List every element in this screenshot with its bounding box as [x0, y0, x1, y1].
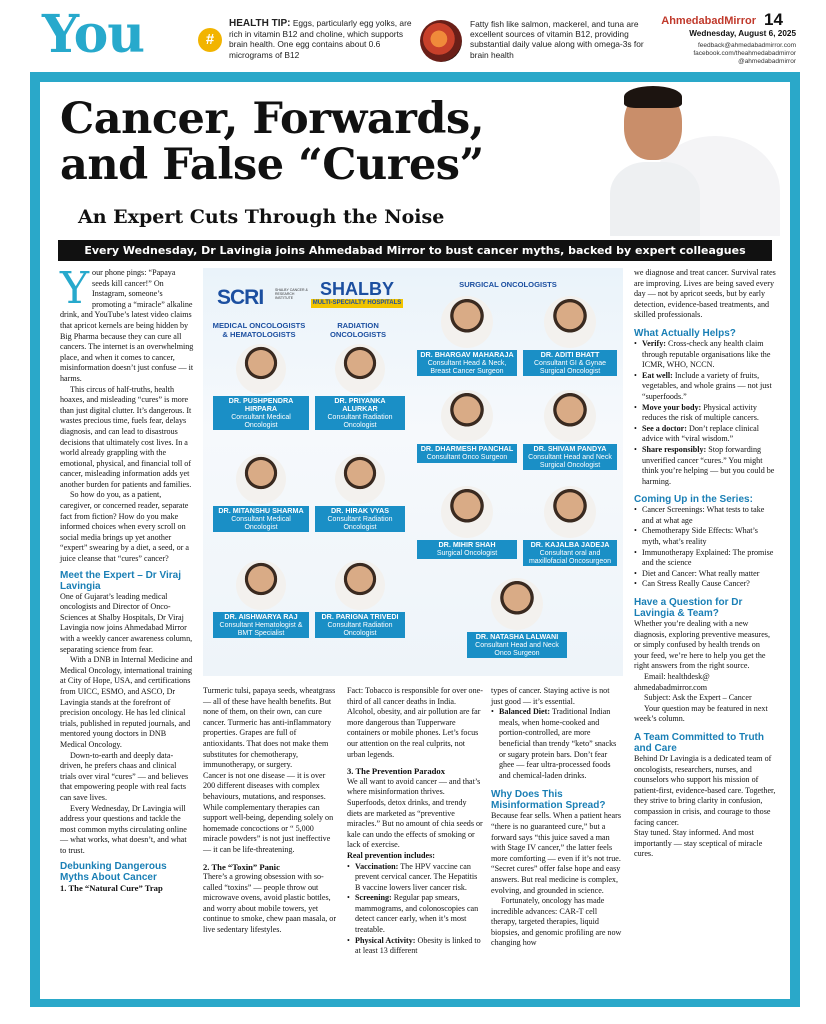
list-item: • Move your body: Physical activity reduces the risk of multiple cancers. [634, 403, 776, 424]
doctor-photo [491, 578, 543, 630]
subheading-prevention: 3. The Prevention Paradox [347, 766, 446, 777]
doctor-role: Consultant oral and maxillofacial Oncosurgeon [523, 550, 617, 566]
list-item: • Immunotherapy Explained: The promise and the science [634, 548, 776, 569]
natural-cure-text-2: Cancer is not one disease — it is over 200 different diseases with complex behaviours, mutations, and responses. While complementary therapies can support well-being, depending solely on homemade concoctions or “ 5,000 miracle powders” is not just ineffective — it can be life-threatening. [203, 770, 334, 854]
natural-cure-text-1: Turmeric tulsi, papaya seeds, wheatgrass — all of these have health benefits. But none of them, on their own, can cure cancer. Turmeric has anti-inflammatory properties. Grapes are full of antioxidants. That does not make them substitutes for chemotherapy, immunotherapy, or surgery. [203, 686, 336, 770]
email-contact: feedback@ahmedabadmirror.com [697, 42, 796, 49]
heading-medical: MEDICAL ONCOLOGISTS & HEMATOLOGISTS [212, 321, 306, 339]
doctor-role: Consultant Radiation Oncologist [315, 516, 405, 532]
doctor-photo [236, 560, 286, 610]
doctor-card [523, 390, 617, 470]
doctor-photo [441, 486, 493, 538]
tip-text: Eggs, particularly egg yolks, are rich in vitamin B12 and choline, which supports brain health. One egg contains about 0.6 micrograms of B12 [229, 18, 412, 60]
drop-cap: Y [60, 263, 90, 314]
expert-portrait [580, 86, 780, 236]
page-number: 14 [764, 10, 783, 29]
headline-line2: and False “Cures” [60, 140, 484, 190]
shalby-logo [311, 280, 403, 316]
health-tip-2: Fatty fish like salmon, mackerel, and tuna are excellent sources of vitamin B12, providing substantial daily value along with omega-3s for brain health [470, 19, 644, 60]
doctor-card [467, 578, 567, 658]
doctor-name: DR. PUSHPENDRA HIRPARA [213, 396, 309, 414]
health-tip-1 [229, 18, 419, 60]
doctor-role: Consultant Radiation Oncologist [315, 622, 405, 638]
activity-continued: types of cancer. Staying active is not just good — it’s essential. [491, 686, 610, 706]
doctor-card [213, 560, 309, 638]
doctor-name: DR. DHARMESH PANCHAL [417, 444, 517, 454]
doctor-card [417, 390, 517, 463]
helps-list [634, 339, 776, 487]
heading-surgical: SURGICAL ONCOLOGISTS [459, 280, 557, 289]
doctor-role: Consultant Onco Surgeon [417, 454, 517, 463]
doctor-role: Consultant GI & Gynae Surgical Oncologist [523, 360, 617, 376]
doctor-card [417, 486, 517, 559]
date-line: Wednesday, August 6, 2025 [689, 29, 796, 38]
shalby-wordmark: SHALBY [319, 279, 394, 299]
fact-text: Fact: Tobacco is responsible for over one-third of all cancer deaths in India. Alcohol, obesity, and air pollution are far more dangerous than Tupperware containers or mobile phones. Let’s focus our attention on the real culprits, not urban legends. [347, 686, 483, 759]
column-3 [347, 686, 483, 957]
doctor-photo [544, 486, 596, 538]
doctor-photo [335, 344, 385, 394]
doctor-photo [335, 560, 385, 610]
section-title: You [42, 4, 145, 65]
column-5 [634, 268, 776, 860]
doctor-name: DR. SHIVAM PANDYA [523, 444, 617, 454]
column-2 [203, 686, 337, 936]
doctor-card [315, 560, 405, 638]
heading-why-spread: Why Does This Misinformation Spread? [491, 789, 606, 812]
doctor-card [315, 344, 405, 430]
email-line: Email: healthdesk@ ahmedabadmirror.com [634, 672, 710, 692]
why-text-2: Fortunately, oncology has made incredible advances: CAR-T cell therapy, targeted therapies, liquid biopsies, and genomic profiling are now changing how [491, 896, 622, 948]
list-item: • Can Stress Really Cause Cancer? [634, 579, 776, 590]
doctor-name: DR. KAJALBA JADEJA [523, 540, 617, 550]
doctor-photo [236, 344, 286, 394]
doctor-name: DR. ADITI BHATT [523, 350, 617, 360]
doctor-card [213, 454, 309, 532]
prevention-text: We all want to avoid cancer — and that’s where misinformation thrives. Superfoods, detox drinks, and trendy diets are marketed as “preventive miracles.” But no amount of chia seeds or kale can undo the effects of smoking or lack of exercise. [347, 776, 483, 850]
doctor-name: DR. PRIYANKA ALURKAR [315, 396, 405, 414]
subheading-natural-cure: 1. The “Natural Cure” Trap [60, 883, 163, 894]
paper-name: AhmedabadMirror [661, 15, 756, 27]
twitter-contact: @ahmedabadmirror [738, 58, 796, 65]
list-item: • Share responsibly: Stop forwarding unverified cancer “cures.” You might think you’re helping — but you could be harming. [634, 445, 776, 487]
closing-text: Stay tuned. Stay informed. And most importantly — stay sceptical of miracle cures. [634, 828, 763, 859]
doctor-name: DR. AISHWARYA RAJ [213, 612, 309, 622]
paragraph-3: So how do you, as a patient, caregiver, or concerned reader, separate fact from fiction? How do you make informed choices when every scroll on social media brings up yet another “expert” swearing by a diet, a seed, or a juice cleanse that “cures” cancer? [60, 490, 189, 564]
intro-paragraph: our phone pings: “Papaya seeds kill cancer!” On Instagram, someone’s promoting a “miracle” alkaline drink, and YouTube’s latest video claims that apricot kernels are being hidden by Big Pharma because they can cure all cancers. The internet is an overwhelming place, and when it comes to cancer, misinformation doesn’t just confuse — it harms. [60, 268, 194, 383]
subheading-toxin-panic: 2. The “Toxin” Panic [203, 861, 280, 872]
doctor-photo [236, 454, 286, 504]
hash-icon: # [198, 28, 222, 52]
question-text: Whether you’re dealing with a new diagnosis, exploring preventive measures, or simply confused by health trends on your feed, we’re here to help you get the right answers from the right source. [634, 619, 770, 671]
paragraph-2: This circus of half-truths, health hoaxes, and misleading “cures” is more than just digital clutter. It’s dangerous. It wastes precious time, fuels fear, delays diagnosis, and can lead to disastrous decisions that ultimately cost lives. In a world already grappling with the emotional, physical, and financial toll of cancer, misleading information adds yet another burden for patients and families. [60, 384, 192, 489]
diet-list [491, 707, 623, 781]
doctor-role: Consultant Medical Oncologist [213, 516, 309, 532]
facebook-contact: facebook.com/theahmedabadmirror [693, 50, 796, 57]
list-item: • Physical Activity: Obesity is linked to at least 13 different [347, 936, 483, 957]
doctor-role: Consultant Radiation Oncologist [315, 414, 405, 430]
meet-paragraph-3: Down-to-earth and deeply data-driven, he prefers chaas and clinical trials over viral “cures” — and believes that empowering people with real facts can save lives. [60, 750, 189, 802]
masthead [0, 0, 826, 72]
doctor-photo [544, 296, 596, 348]
doctor-name: DR. PARIGNA TRIVEDI [315, 612, 405, 622]
doctor-photo [441, 390, 493, 442]
doctor-name: DR. NATASHA LALWANI [467, 632, 567, 642]
survival-text: we diagnose and treat cancer. Survival rates are improving. Lives are being saved every day — not by apricot seeds, but by early detection, evidence-based treatments, and skilled professionals. [634, 268, 776, 320]
heading-meet-expert: Meet the Expert – Dr Viraj Lavingia [60, 569, 181, 592]
doctor-role: Consultant Hematologist & BMT Specialist [213, 622, 309, 638]
contacts [640, 42, 796, 66]
shalby-tagline: MULTI-SPECIALTY HOSPITALS [312, 300, 402, 306]
prevention-list [347, 862, 483, 957]
subheadline: An Expert Cuts Through the Noise [78, 206, 445, 228]
doctor-role: Consultant Head and Neck Onco Surgeon [467, 642, 567, 658]
heading-coming-up: Coming Up in the Series: [634, 494, 753, 506]
list-item: • Eat well: Include a variety of fruits, vegetables, and whole grains — not just “superfoods.” [634, 371, 776, 403]
meet-paragraph-4: Every Wednesday, Dr Lavingia will address your questions and tackle the most common myths circulating online — what works, what doesn’t, and what to trust. [60, 803, 187, 855]
list-item: • Balanced Diet: Traditional Indian meals, when home-cooked and portion-controlled, are more beneficial than trendy “keto” snacks or sugary protein bars. Don’t fear ghee — fear ultra-processed foods and chemical-laden drinks. [491, 707, 623, 781]
doctor-name: DR. BHARGAV MAHARAJA [417, 350, 517, 360]
list-item: • Vaccination: The HPV vaccine can prevent cervical cancer. The Hepatitis B vaccine lowers liver cancer risk. [347, 862, 483, 894]
team-text: Behind Dr Lavingia is a dedicated team of oncologists, researchers, nurses, and counselors who support his mission of patient-first, evidence-based care. Together, they strive to bring clarity in confusion, compassion in crisis, and courage to those facing cancer. [634, 753, 776, 827]
scri-wordmark: SCRI [217, 286, 264, 309]
tip-label: HEALTH TIP: [229, 18, 291, 29]
column-1 [60, 263, 194, 894]
fish-image [420, 20, 462, 62]
doctor-role: Consultant Medical Oncologist [213, 414, 309, 430]
list-item: • Screening: Regular pap smears, mammograms, and colonoscopies can detect cancer early, when it’s most treatable. [347, 893, 483, 935]
headline [60, 96, 600, 188]
doctor-photo [335, 454, 385, 504]
doctor-panel [203, 268, 623, 676]
doctor-name: DR. MITANSHU SHARMA [213, 506, 309, 516]
doctor-card [523, 486, 617, 566]
why-text-1: Because fear sells. When a patient hears “there is no guaranteed cure,” but a forward says “this juice saved a man with Stage IV cancer,” the latter feels more comforting — even if it’s not true. “Secret cures” offer false hope and easy answers. But real medicine is complex, evolving, and grounded in science. [491, 811, 621, 895]
scri-logo [217, 286, 307, 312]
feature-note: Your question may be featured in next week’s column. [634, 703, 768, 724]
doctor-card [213, 344, 309, 430]
column-4 [491, 686, 623, 949]
heading-team: A Team Committed to Truth and Care [634, 731, 764, 754]
headline-line1: Cancer, Forwards, [60, 94, 485, 144]
banner: Every Wednesday, Dr Lavingia joins Ahmedabad Mirror to bust cancer myths, backed by expert colleagues [58, 240, 772, 261]
doctor-card [523, 296, 617, 376]
doctor-photo [544, 390, 596, 442]
heading-question: Have a Question for Dr Lavingia & Team? [634, 597, 743, 620]
meet-paragraph-1: One of Gujarat’s leading medical oncologists and Director of Onco-Sciences at Shalby Hospitals, Dr Viraj Lavingia now joins Ahmedabad Mirror with a weekly cancer awareness column, separating science from fear. [60, 591, 193, 654]
list-item: • Cancer Screenings: What tests to take and at what age [634, 505, 776, 526]
doctor-role: Consultant Head & Neck, Breast Cancer Surgeon [417, 360, 517, 376]
list-item: • See a doctor: Don’t replace clinical advice with “viral wisdom.” [634, 424, 776, 445]
toxin-text: There’s a growing obsession with so-called “toxins” — people throw out microwave ovens, avoid plastic bottles, and worry about mobile towers, yet continue to smoke, chew paan masala, or live sedentary lifestyles. [203, 872, 337, 935]
heading-debunk: Debunking Dangerous Myths About Cancer [60, 861, 167, 884]
heading-what-helps: What Actually Helps? [634, 327, 736, 339]
doctor-name: DR. HIRAK VYAS [315, 506, 405, 516]
doctor-role: Consultant Head and Neck Surgical Oncologist [523, 454, 617, 470]
doctor-role: Surgical Oncologist [417, 550, 517, 559]
doctor-name: DR. MIHIR SHAH [417, 540, 517, 550]
series-list [634, 505, 776, 590]
list-item: • Verify: Cross-check any health claim through reputable organisations like the ICMR, WHO, NCCN. [634, 339, 776, 371]
heading-radiation: RADIATION ONCOLOGISTS [329, 321, 387, 339]
subject-line: Subject: Ask the Expert – Cancer [644, 693, 752, 703]
meet-paragraph-2: With a DNB in Internal Medicine and Medical Oncology, international training at City of Hope, USA, and certifications from UICC, ESMO, and ASCO, Dr Lavingia stands at the forefront of precision oncology. He has led clinical trials, published in reputed journals, and mentored young doctors in DNB Medical Oncology. [60, 655, 193, 749]
doctor-card [315, 454, 405, 532]
scri-caption: SHALBY CANCER & RESEARCH INSTITUTE [275, 288, 308, 301]
real-prevention-label: Real prevention includes: [347, 850, 435, 860]
doctor-photo [441, 296, 493, 348]
list-item: • Diet and Cancer: What really matter [634, 569, 776, 580]
list-item: • Chemotherapy Side Effects: What’s myth, what’s reality [634, 526, 776, 547]
doctor-card [417, 296, 517, 376]
